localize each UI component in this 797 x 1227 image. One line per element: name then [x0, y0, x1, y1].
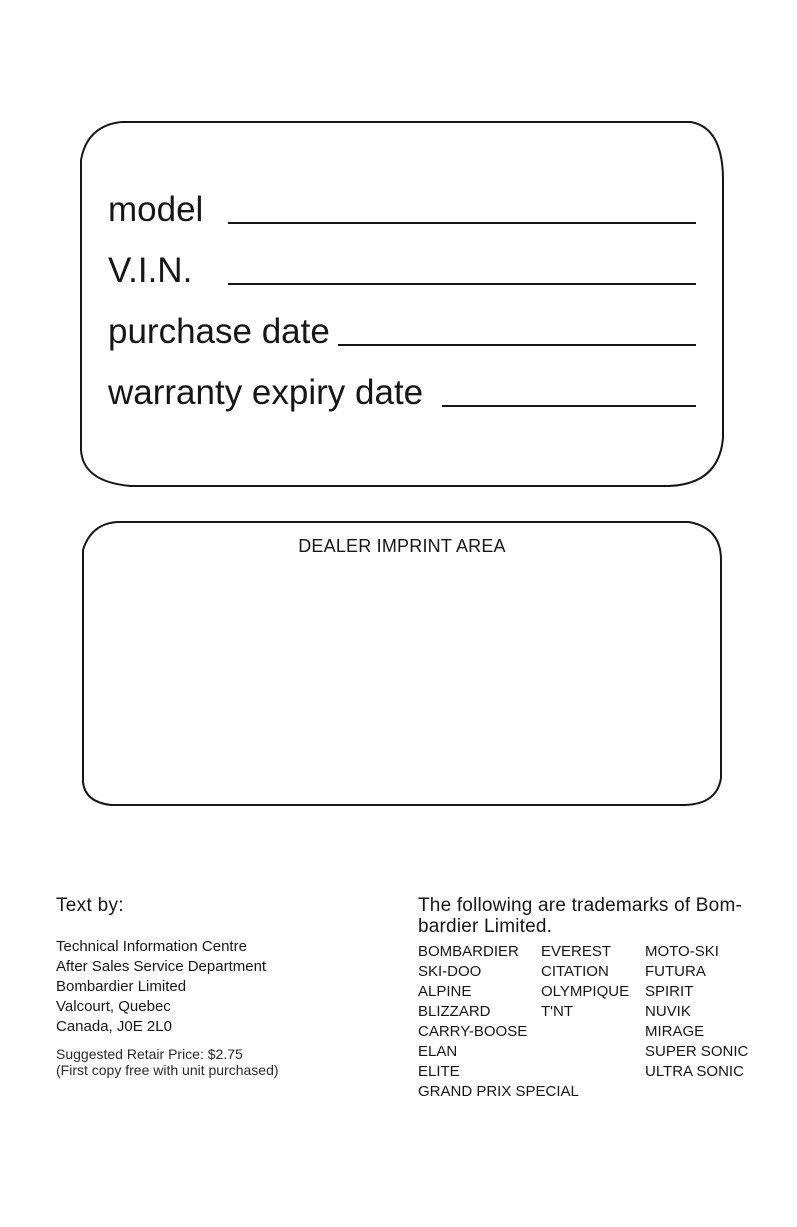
trademark-item: [541, 1062, 645, 1082]
trademarks-intro-line: bardier Limited.: [418, 916, 553, 937]
trademarks-list: [418, 942, 763, 1082]
purchase-date-blank-line[interactable]: [338, 344, 696, 346]
trademarks-intro: [418, 895, 763, 937]
price-block: [56, 1046, 386, 1078]
registration-fields: [108, 185, 696, 429]
trademark-item: ALPINE: [418, 983, 472, 1000]
credits-heading: Text by:: [56, 895, 124, 916]
trademark-item: SUPER SONIC: [645, 1043, 749, 1060]
credits-line: Technical Information Centre: [56, 938, 247, 955]
vin-field[interactable]: [108, 246, 696, 307]
trademark-item: [541, 1022, 645, 1042]
trademark-item: FUTURA: [645, 963, 706, 980]
trademark-item: SKI-DOO: [418, 963, 482, 980]
credits-line: Bombardier Limited: [56, 978, 187, 995]
registration-card: [79, 120, 725, 488]
dealer-imprint-card: [81, 520, 723, 807]
trademark-item-final: GRAND PRIX SPECIAL: [418, 1083, 579, 1100]
trademark-item: EVEREST: [541, 943, 612, 960]
trademark-item: ULTRA SONIC: [645, 1063, 744, 1080]
dealer-imprint-title: DEALER IMPRINT AREA: [298, 536, 506, 556]
trademark-item: CITATION: [541, 963, 609, 980]
trademark-item: CARRY-BOOSE: [418, 1023, 528, 1040]
purchase-date-field[interactable]: [108, 307, 696, 368]
trademark-item: NUVIK: [645, 1003, 691, 1020]
trademark-item: ELAN: [418, 1043, 458, 1060]
trademark-item: T'NT: [541, 1003, 574, 1020]
dealer-card-border: [81, 520, 723, 807]
trademark-item: SPIRIT: [645, 983, 694, 1000]
trademark-item: [541, 1042, 645, 1062]
warranty-expiry-date-label: warranty expiry date: [108, 373, 424, 412]
trademarks-block: [418, 895, 763, 1102]
suggested-price: Suggested Retair Price: $2.75: [56, 1046, 243, 1062]
price-note: (First copy free with unit purchased): [56, 1062, 279, 1078]
vin-blank-line[interactable]: [228, 283, 696, 285]
trademark-item: BLIZZARD: [418, 1003, 491, 1020]
warranty-expiry-date-blank-line[interactable]: [442, 405, 696, 407]
trademarks-intro-line: The following are trademarks of Bom-: [418, 895, 742, 916]
model-blank-line[interactable]: [228, 222, 696, 224]
credits-block: [56, 895, 386, 1078]
trademark-item: MOTO-SKI: [645, 943, 719, 960]
vin-label: V.I.N.: [108, 251, 193, 290]
trademark-item: ELITE: [418, 1063, 460, 1080]
model-label: model: [108, 190, 204, 229]
trademark-item: MIRAGE: [645, 1023, 705, 1040]
credits-line: After Sales Service Department: [56, 958, 267, 975]
purchase-date-label: purchase date: [108, 312, 330, 351]
credits-line: Canada, J0E 2L0: [56, 1018, 172, 1035]
model-field[interactable]: [108, 185, 696, 246]
credits-line: Valcourt, Quebec: [56, 998, 171, 1015]
warranty-expiry-date-field[interactable]: [108, 368, 696, 429]
trademark-item: OLYMPIQUE: [541, 983, 630, 1000]
trademark-item: BOMBARDIER: [418, 943, 519, 960]
